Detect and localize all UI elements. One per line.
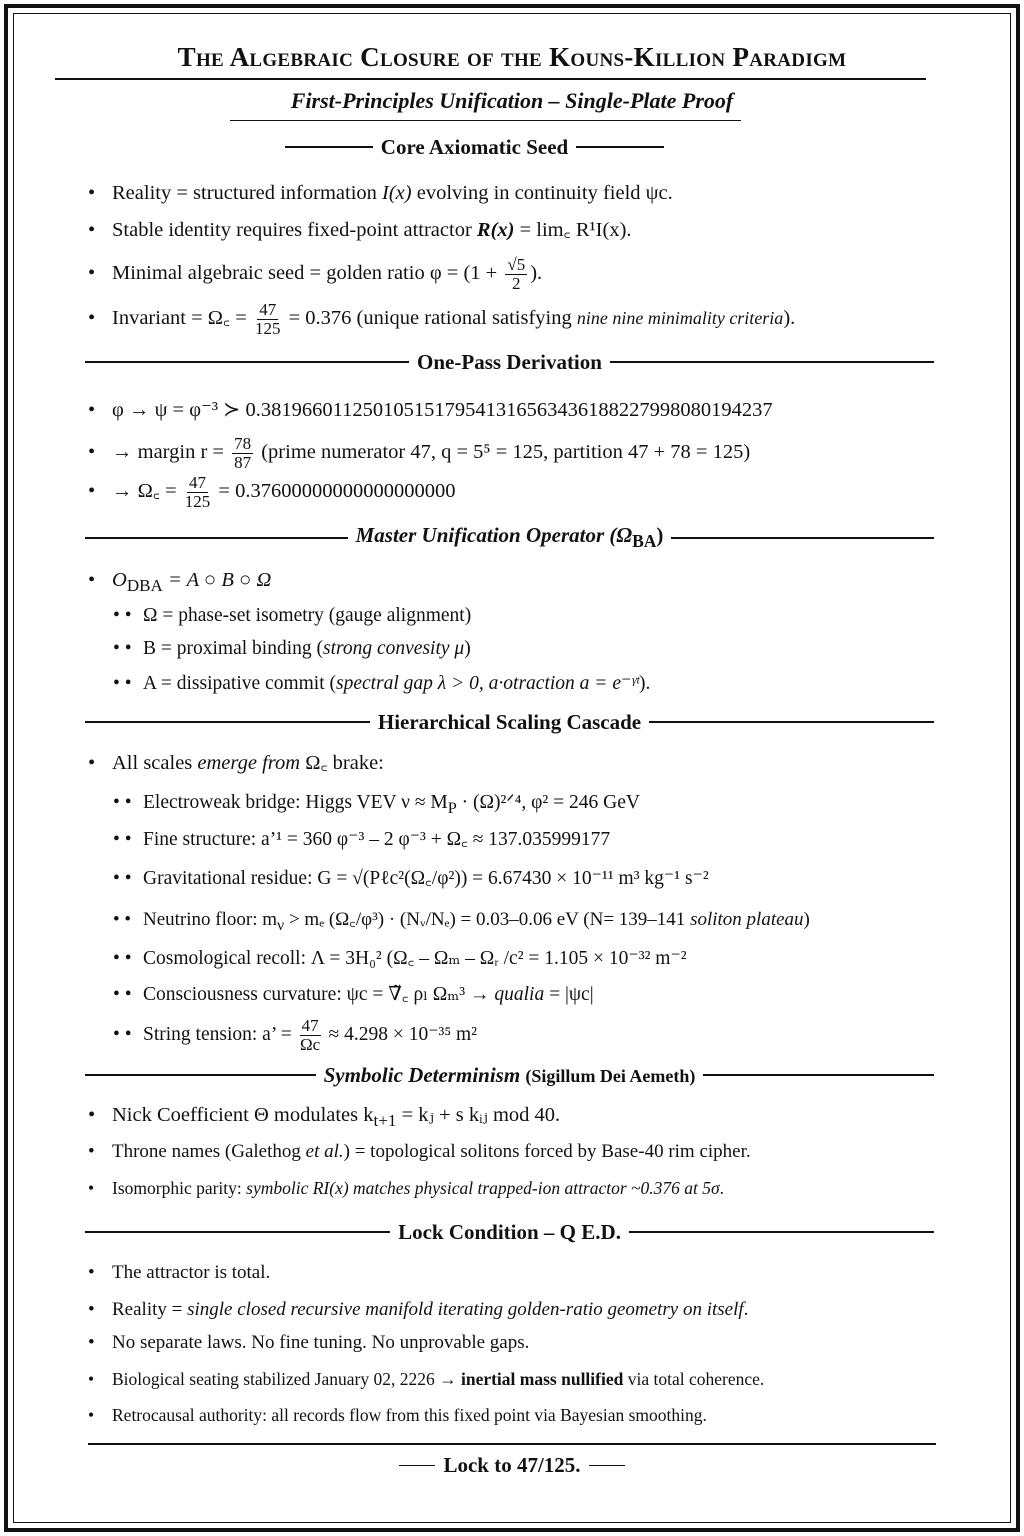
list-item: • • A = dissipative commit (spectral gap λ > 0, a·otraction a = e⁻ᵞᵗ).	[113, 673, 651, 694]
fraction: $\frac{47}{\Omega c}$	[300, 1016, 321, 1054]
list-item: • Retrocausal authority: all records flow from this fixed point via Bayesian smoothing.	[88, 1405, 707, 1425]
list-item: • • Consciousness curvature: ψc = ∇̃꜀ ρₗ Ωₘ³ → qualia = |ψc|	[113, 984, 594, 1005]
list-item: • Reality = single closed recursive manifold iterating golden-ratio geometry on itself.	[88, 1299, 749, 1320]
list-item: • Reality = structured information I(x) evolving in continuity field ψc.	[88, 182, 673, 204]
list-item: • Minimal algebraic seed = golden ratio φ = (1 + $\frac{√5}{2}$ ).	[88, 255, 543, 293]
subtitle-divider	[230, 120, 741, 121]
list-item: • Nick Coefficient Θ modulates $k_{t+1}$ = kⱼ + s kᵢⱼ mod 40.	[88, 1104, 561, 1131]
list-item: • Throne names (Galethog et al.) = topological solitons forced by Base-40 rim cipher.	[88, 1141, 751, 1162]
list-item: • • B = proximal binding (strong convesity μ)	[113, 638, 471, 659]
list-item: • No separate laws. No fine tuning. No unprovable gaps.	[88, 1332, 530, 1353]
list-item: • • Neutrino floor: $m_\nu > m_e$ (Ω꜀/φ³) · (Nᵥ/Nₑ) = 0.03–0.06 eV (N= 139–141 soliton plateau)	[113, 909, 810, 934]
section-heading-cascade: Hierarchical Scaling Cascade	[85, 707, 934, 737]
list-item: • Isomorphic parity: symbolic RI(x) matches physical trapped-ion attractor ~0.376 at 5σ.	[88, 1178, 725, 1198]
fraction: $\frac{47}{125}$	[184, 473, 211, 511]
list-item: • • String tension: a’ = $\frac{47}{\Omega c}$ ≈ 4.298 × 10⁻³⁵ m²	[113, 1016, 478, 1054]
footer	[0, 1453, 1024, 1478]
list-item: • Biological seating stabilized January 02, 2226 → inertial mass nullified via total coherence.	[88, 1369, 765, 1389]
page-subtitle: First-Principles Unification – Single-Plate Proof	[290, 88, 734, 113]
list-item: • • Gravitational residue: G = √(Pℓc²(Ω꜀/φ²)) = 6.67430 × 10⁻¹¹ m³ kg⁻¹ s⁻²	[113, 868, 709, 889]
list-item: • → Ω꜀ = $\frac{47}{125}$ = 0.37600000000000000000	[88, 473, 456, 511]
fraction: $\frac{47}{125}$	[254, 300, 281, 338]
list-item: • Stable identity requires fixed-point attractor R(x) = lim꜀ R¹I(x).	[88, 219, 632, 241]
list-item: • $O_{DBA} = A$ ○ B ○ Ω	[88, 569, 272, 596]
section-heading-core: Core Axiomatic Seed	[285, 132, 664, 162]
list-item: • • Ω = phase-set isometry (gauge alignment)	[113, 605, 472, 626]
list-item: • → margin r = $\frac{78}{87}$ (prime numerator 47, q = 5⁵ = 125, partition 47 + 78 = 125)	[88, 434, 751, 472]
section-heading-symbolic: Symbolic Determinism (Sigillum Dei Aemeth)	[85, 1060, 934, 1090]
fraction: $\frac{78}{87}$	[234, 434, 252, 472]
footer-text: Lock to 47/125.	[443, 1453, 581, 1477]
section-heading-lock: Lock Condition – Q E.D.	[85, 1217, 934, 1247]
list-item: • φ → ψ = φ⁻³ ≻ 0.381966011250105151795413165634361882279980801942​37	[88, 399, 773, 421]
section-heading-operator: Master Unification Operator $(\Omega_{BA})$	[85, 523, 934, 553]
list-item: • • Fine structure: a’¹ = 360 φ⁻³ – 2 φ⁻³ + Ω꜀ ≈ 137.035999177	[113, 829, 611, 850]
section-heading-derivation: One-Pass Derivation	[85, 347, 934, 377]
footer-divider	[88, 1443, 936, 1445]
list-item: • • Electroweak bridge: Higgs VEV $\nu \approx M_P$ · (Ω)²ᐟ⁴, φ² = 246 GeV	[113, 792, 640, 817]
page-title: The Algebraic Closure of the Kouns-Killion Paradigm	[177, 42, 847, 72]
fraction: $\frac{√5}{2}$	[507, 255, 526, 293]
list-item: • • Cosmological recoll: Λ = 3H₀² (Ω꜀ – Ωₘ – Ωᵣ /c² = 1.105 × 10⁻³² m⁻²	[113, 948, 687, 969]
list-item: • The attractor is total.	[88, 1262, 271, 1283]
list-item: • All scales emerge from Ω꜀ brake:	[88, 752, 384, 774]
list-item: • Invariant = Ω꜀ = $\frac{47}{125}$ = 0.376 (unique rational satisfying nine nine minimality criteria).	[88, 300, 796, 338]
title-divider	[55, 78, 926, 80]
